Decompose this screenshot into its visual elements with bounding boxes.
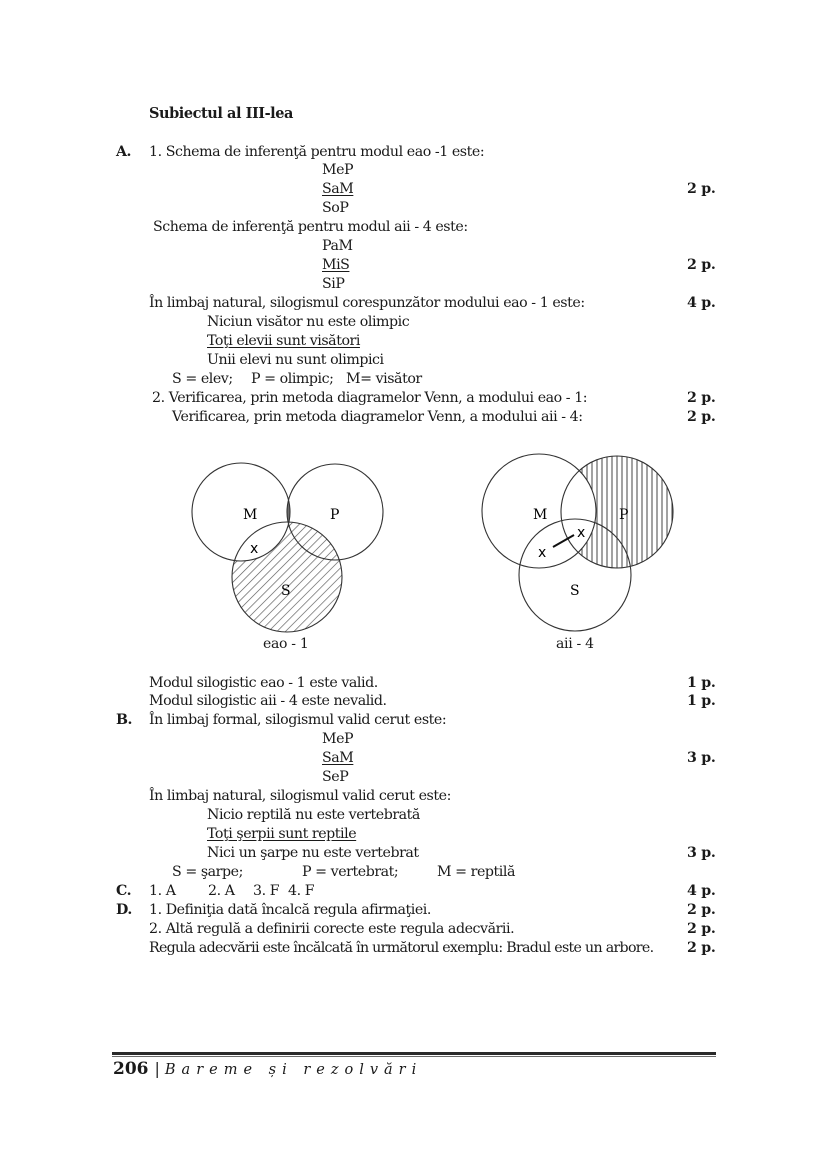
section-b-label: B. — [116, 712, 133, 728]
conclusion: SoP — [322, 200, 349, 216]
validity-aii4: Modul silogistic aii - 4 este nevalid. — [149, 693, 387, 709]
item2-line1: 2. Verificarea, prin metoda diagramelor Venn, a modului eao - 1: — [152, 390, 588, 406]
label-m: M — [243, 507, 258, 523]
term-p: P = olimpic; — [251, 371, 334, 387]
answer-1: 1. A — [149, 883, 176, 899]
page-footer — [113, 1058, 422, 1081]
section-title: Subiectul al III-lea — [149, 105, 293, 122]
term-m: M= visător — [346, 371, 422, 387]
points: 2 p. — [687, 940, 716, 956]
conclusion: SeP — [322, 769, 349, 785]
aii4-intro: Schema de inferenţă pentru modul aii - 4 este: — [153, 219, 468, 235]
points: 3 p. — [687, 750, 716, 766]
label-p: P — [619, 507, 629, 523]
natural-conclusion: Nici un şarpe nu este vertebrat — [207, 845, 419, 861]
venn-diagram-eao1 — [180, 440, 400, 640]
section-d-label: D. — [116, 902, 132, 918]
section-a-label: A. — [116, 144, 132, 160]
natural-intro: În limbaj natural, silogismul valid cerut este: — [149, 788, 451, 804]
diagram-caption-aii4: aii - 4 — [556, 636, 594, 652]
d-line-3: Regula adecvării este încălcată în următorul exemplu: Bradul este un arbore. — [149, 940, 654, 956]
page-number: 206 — [113, 1059, 149, 1079]
points: 1 p. — [687, 675, 716, 691]
premise-minor: MiS — [322, 257, 350, 273]
points: 2 p. — [687, 181, 716, 197]
points: 2 p. — [687, 902, 716, 918]
answer-3: 3. F — [253, 883, 280, 899]
running-title: Bareme și rezolvări — [164, 1062, 423, 1078]
footer-rule — [112, 1052, 716, 1055]
natural-premise-major: Niciun visător nu este olimpic — [207, 314, 410, 330]
premise-major: PaM — [322, 238, 353, 254]
term-s: S = şarpe; — [172, 864, 243, 880]
existence-mark-x: x — [250, 541, 259, 557]
premise-minor: SaM — [322, 181, 354, 197]
premise-major: MeP — [322, 731, 354, 747]
points: 4 p. — [687, 883, 716, 899]
points: 2 p. — [687, 257, 716, 273]
conclusion: SiP — [322, 276, 345, 292]
label-s: S — [281, 583, 291, 599]
premise-major: MeP — [322, 162, 354, 178]
formal-intro: În limbaj formal, silogismul valid cerut este: — [149, 712, 447, 728]
term-m: M = reptilă — [437, 864, 515, 880]
existence-mark-x1: x — [538, 545, 547, 561]
d-line-2: 2. Altă regulă a definirii corecte este regula adecvării. — [149, 921, 515, 937]
label-p: P — [330, 507, 340, 523]
points: 3 p. — [687, 845, 716, 861]
points: 2 p. — [687, 409, 716, 425]
natural-conclusion: Unii elevi nu sunt olimpici — [207, 352, 384, 368]
points: 2 p. — [687, 921, 716, 937]
section-c-label: C. — [116, 883, 132, 899]
footer-separator: | — [154, 1059, 160, 1078]
term-s: S = elev; — [172, 371, 233, 387]
label-s: S — [570, 583, 580, 599]
answer-4: 4. F — [288, 883, 315, 899]
validity-eao1: Modul silogistic eao - 1 este valid. — [149, 675, 378, 691]
points: 2 p. — [687, 390, 716, 406]
diagram-caption-eao1: eao - 1 — [263, 636, 309, 652]
existence-mark-x2: x — [577, 525, 586, 541]
label-m: M — [533, 507, 548, 523]
points: 4 p. — [687, 295, 716, 311]
natural-premise-major: Nicio reptilă nu este vertebrată — [207, 807, 420, 823]
answer-2: 2. A — [208, 883, 235, 899]
natural-premise-minor: Toţi elevii sunt visători — [207, 333, 360, 349]
d-line-1: 1. Definiţia dată încalcă regula afirmaţiei. — [149, 902, 431, 918]
term-p: P = vertebrat; — [302, 864, 399, 880]
item2-line2: Verificarea, prin metoda diagramelor Venn, a modului aii - 4: — [172, 409, 583, 425]
premise-minor: SaM — [322, 750, 354, 766]
footer-rule-thin — [112, 1056, 716, 1057]
points: 1 p. — [687, 693, 716, 709]
natural-intro: În limbaj natural, silogismul corespunzător modului eao - 1 este: — [149, 295, 585, 311]
item1-intro: 1. Schema de inferenţă pentru modul eao -1 este: — [149, 144, 485, 160]
natural-premise-minor: Toţi şerpii sunt reptile — [207, 826, 357, 842]
venn-diagram-aii4 — [475, 440, 695, 640]
